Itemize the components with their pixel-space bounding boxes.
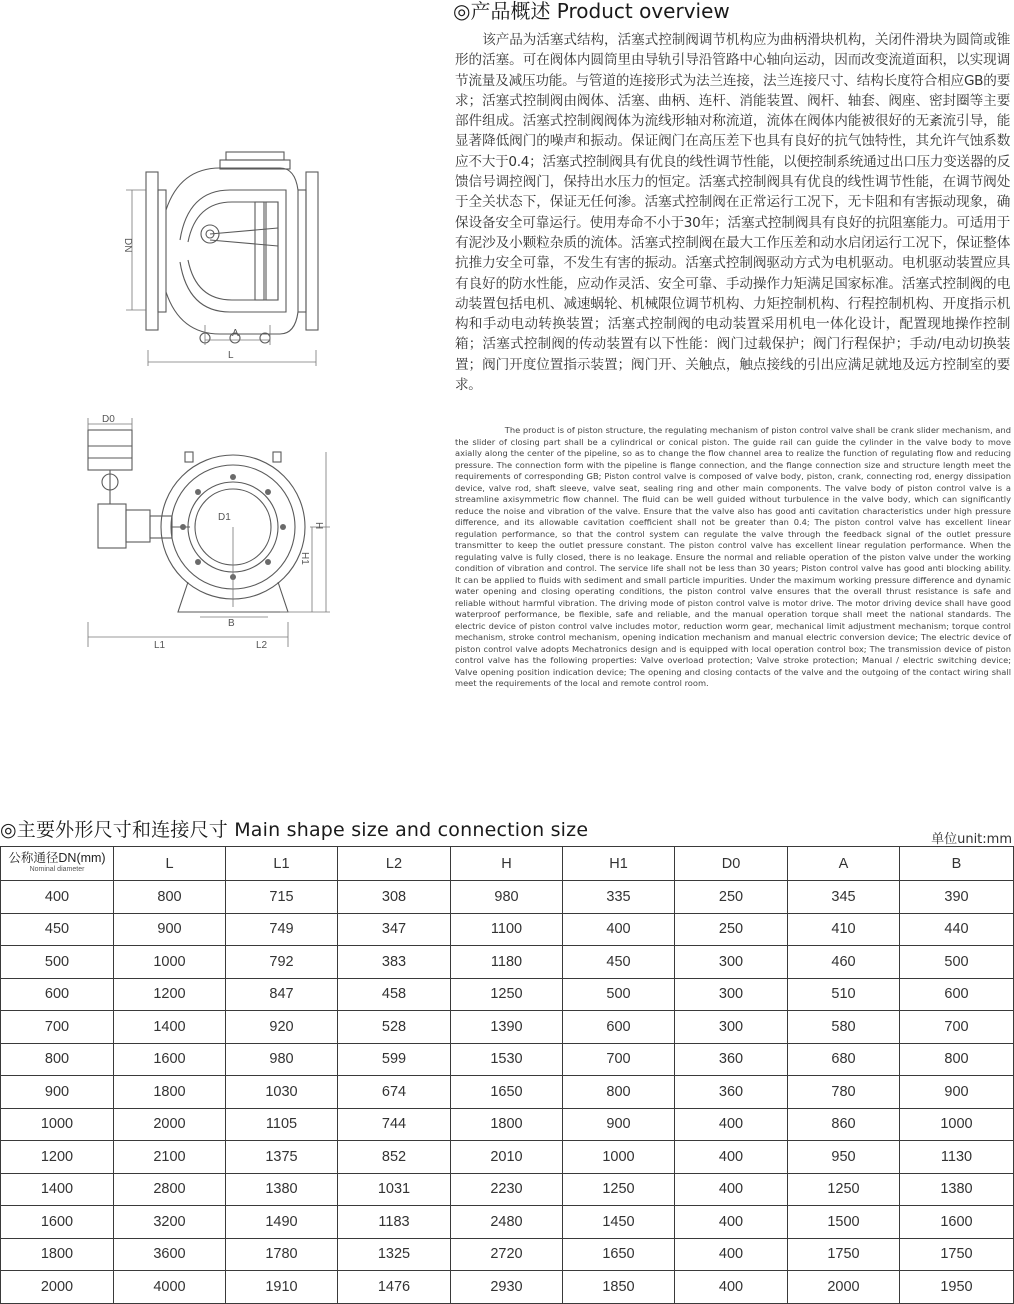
table-cell: 460 bbox=[788, 946, 900, 979]
table-cell: 800 bbox=[1, 1043, 114, 1076]
table-row bbox=[1, 1206, 1014, 1239]
table-cell: 800 bbox=[900, 1043, 1014, 1076]
table-cell: 800 bbox=[114, 881, 226, 914]
table-row bbox=[1, 1011, 1014, 1044]
table-cell: 1450 bbox=[563, 1206, 675, 1239]
table-cell: 1200 bbox=[114, 978, 226, 1011]
table-cell: 3600 bbox=[114, 1238, 226, 1271]
table-cell: 400 bbox=[1, 881, 114, 914]
table-cell: 900 bbox=[1, 1076, 114, 1109]
table-cell: 2000 bbox=[114, 1108, 226, 1141]
header-dn bbox=[1, 847, 114, 881]
table-cell: 1750 bbox=[788, 1238, 900, 1271]
table-cell: 1250 bbox=[563, 1173, 675, 1206]
table-cell: 2480 bbox=[451, 1206, 563, 1239]
table-cell: 847 bbox=[226, 978, 338, 1011]
table-cell: 1100 bbox=[451, 913, 563, 946]
table-cell: 1600 bbox=[1, 1206, 114, 1239]
table-cell: 980 bbox=[451, 881, 563, 914]
table-cell: 400 bbox=[675, 1206, 788, 1239]
table-cell: 1600 bbox=[114, 1043, 226, 1076]
table-row bbox=[1, 913, 1014, 946]
table-cell: 1950 bbox=[900, 1271, 1014, 1304]
table-cell: 1180 bbox=[451, 946, 563, 979]
table-cell: 1800 bbox=[114, 1076, 226, 1109]
table-cell: 860 bbox=[788, 1108, 900, 1141]
table-cell: 1380 bbox=[900, 1173, 1014, 1206]
header-h1: H1 bbox=[563, 847, 675, 881]
header-dn-en: Nominal diameter bbox=[29, 865, 85, 873]
table-cell: 1000 bbox=[114, 946, 226, 979]
table-cell: 250 bbox=[675, 913, 788, 946]
table-cell: 2800 bbox=[114, 1173, 226, 1206]
table-cell: 900 bbox=[563, 1108, 675, 1141]
table-cell: 2720 bbox=[451, 1238, 563, 1271]
table-cell: 440 bbox=[900, 913, 1014, 946]
table-cell: 1031 bbox=[338, 1173, 451, 1206]
table-cell: 1780 bbox=[226, 1238, 338, 1271]
table-cell: 250 bbox=[675, 881, 788, 914]
dim-label-h1: H1 bbox=[299, 552, 310, 565]
table-cell: 2100 bbox=[114, 1141, 226, 1174]
table-cell: 458 bbox=[338, 978, 451, 1011]
table-cell: 1105 bbox=[226, 1108, 338, 1141]
table-cell: 345 bbox=[788, 881, 900, 914]
table-cell: 1600 bbox=[900, 1206, 1014, 1239]
table-cell: 300 bbox=[675, 1011, 788, 1044]
table-row bbox=[1, 1271, 1014, 1304]
table-cell: 308 bbox=[338, 881, 451, 914]
table-cell: 1000 bbox=[900, 1108, 1014, 1141]
table-row bbox=[1, 1173, 1014, 1206]
table-cell: 390 bbox=[900, 881, 1014, 914]
table-cell: 1200 bbox=[1, 1141, 114, 1174]
front-view-drawing bbox=[80, 412, 340, 652]
table-row bbox=[1, 1043, 1014, 1076]
table-cell: 450 bbox=[1, 913, 114, 946]
table-cell: 500 bbox=[563, 978, 675, 1011]
table-cell: 1375 bbox=[226, 1141, 338, 1174]
table-cell: 600 bbox=[563, 1011, 675, 1044]
table-cell: 580 bbox=[788, 1011, 900, 1044]
table-cell: 2000 bbox=[788, 1271, 900, 1304]
table-row bbox=[1, 946, 1014, 979]
table-cell: 780 bbox=[788, 1076, 900, 1109]
table-cell: 715 bbox=[226, 881, 338, 914]
table-cell: 680 bbox=[788, 1043, 900, 1076]
table-cell: 950 bbox=[788, 1141, 900, 1174]
table-cell: 600 bbox=[1, 978, 114, 1011]
dim-label-dn: DN bbox=[122, 238, 133, 253]
dim-label-l: L bbox=[228, 350, 234, 361]
header-b: B bbox=[900, 847, 1014, 881]
table-cell: 1500 bbox=[788, 1206, 900, 1239]
table-cell: 792 bbox=[226, 946, 338, 979]
table-cell: 300 bbox=[675, 978, 788, 1011]
table-cell: 1400 bbox=[114, 1011, 226, 1044]
overview-title: ◎产品概述 Product overview bbox=[453, 0, 730, 23]
overview-text-en: The product is of piston structure, the regulating mechanism of piston control valve shall be crank slider mechanism, and the slider of closing part shall be a cylindrical or conical piston. The guide rail can guide the cylinder in the valve body to move axially along the center of the pipeline, so as to change the flow channel area to realize the function of regulating flow and reducing pressure. The connection form with the pipeline is flange connection, and the flange connection size and structure length meet the requirements of corresponding GB; Piston control valve is composed of valve body, piston, crank, connecting rod, energy dissipation device, valve rod, shaft sleeve, valve seat, sealing ring and other main components. The valve body of piston control valve is a streamline axisymmetric flow channel. The fluid can be well guided without turbulence in the valve body, which can significantly reduce the noise and vibration of the valve. Ensure that the valve also has good anti cavitation characteristics under high pressure difference, and its allowable cavitation coefficient shall not be greater than 0.4; The piston control valve has excellent linear regulation performance, so that the control system can regulate the valve through the feedback signal of the outlet pressure transmitter to keep the outlet pressure constant. The piston control valve has excellent linear regulation performance. When the regulating valve is fully closed, there is no leakage. Ensure the normal and reliable operation of the piston valve under the working condition of vibration and control. The service life shall not be less than 30 years; Piston control valve has good anti blocking ability. It can be applied to fluids with sediment and small particle impurities. Under the maximum working pressure difference and dynamic water opening and closing operating conditions, the piston control valve ensures that the overall thrust resistance is safe and reliable without harmful vibration. The driving mode of piston control valve is motor drive. The motor driving device shall have good waterproof performance, be flexible, safe and reliable, and the manual operation torque shall meet the national standards. The electric device of piston control valve includes motor, reduction worm gear, mechanical limit adjustment mechanism; torque control mechanism, stroke control mechanism, opening indication mechanism and manual electric conversion device; The electric device of piston control valve adopts Mechatronics design and is equipped with local operation control box; The transmission device of piston control valve has the following properties: Valve overload protection; Valve stroke protection; Manual / electric switching device; Valve opening position indication device; The opening and closing contacts of the valve and the outgoing of the contact wiring shall meet the requirements of the local and remote control room. bbox=[455, 425, 1011, 688]
table-cell: 2930 bbox=[451, 1271, 563, 1304]
header-dn-cn: 公称通径DN(mm) bbox=[8, 850, 106, 865]
table-cell: 1183 bbox=[338, 1206, 451, 1239]
table-row bbox=[1, 1238, 1014, 1271]
table-cell: 360 bbox=[675, 1076, 788, 1109]
table-cell: 1380 bbox=[226, 1173, 338, 1206]
dim-label-d0: D0 bbox=[102, 414, 115, 425]
dim-label-a: A bbox=[232, 328, 239, 339]
overview-text-cn: 该产品为活塞式结构，活塞式控制阀调节机构应为曲柄滑块机构，关闭件滑块为圆筒或锥形的活塞。可在阀体内圆筒里由导轨引导沿管路中心轴向运动，因而改变流道面积，以实现调节流量及减压功能。与管道的连接形式为法兰连接，法兰连接尺寸、结构长度符合相应GB的要求；活塞式控制阀由阀体、活塞、曲柄、连杆、消能装置、阀杆、轴套、阀座、密封圈等主要部件组成。活塞式控制阀阀体为流线形轴对称流道，流体在阀体内能被很好的无紊流引导，能显著降低阀门的噪声和振动。保证阀门在高压差下也具有良好的抗气蚀特性，其允许气蚀系数应不大于0.4；活塞式控制阀具有优良的线性调节性能，以便控制系统通过出口压力变送器的反馈信号调控阀门，保持出水压力的恒定。活塞式控制阀具有优良的线性调节性能，在调节阀处于全关状态下，保证无任何渗。活塞式控制阀在正常运行工况下，无卡阻和有害振动现象，确保设备安全可靠运行。使用寿命不小于30年；活塞式控制阀具有良好的抗阻塞能力。可适用于有泥沙及小颗粒杂质的流体。活塞式控制阀在最大工作压差和动水启闭运行工况下，保证整体抗推力安全可靠，不发生有害的振动。活塞式控制阀驱动方式为电机驱动。电机驱动装置应具有良好的防水性能，应动作灵活、安全可靠、手动操作力矩满足国家标准。活塞式控制阀的电动装置包括电机、减速蜗轮、机械限位调节机构、力矩控制机构、行程控制机构、开度指示机构和手动电动转换装置；活塞式控制阀的电动装置采用机电一体化设计，配置现地操作控制箱；活塞式控制阀的传动装置有以下性能：阀门过载保护；阀门行程保护；手动/电动切换装置；阀门开度位置指示装置；阀门开、关触点，触点接线的引出应满足就地及远方控制室的要求。 bbox=[455, 32, 1010, 394]
table-row bbox=[1, 1108, 1014, 1141]
header-h: H bbox=[451, 847, 563, 881]
table-cell: 700 bbox=[900, 1011, 1014, 1044]
dim-label-l1: L1 bbox=[154, 640, 166, 651]
dim-label-l2: L2 bbox=[256, 640, 268, 651]
table-cell: 1390 bbox=[451, 1011, 563, 1044]
table-cell: 2010 bbox=[451, 1141, 563, 1174]
table-cell: 1030 bbox=[226, 1076, 338, 1109]
table-cell: 920 bbox=[226, 1011, 338, 1044]
table-row bbox=[1, 1076, 1014, 1109]
table-row bbox=[1, 881, 1014, 914]
table-cell: 347 bbox=[338, 913, 451, 946]
table-cell: 500 bbox=[900, 946, 1014, 979]
table-cell: 900 bbox=[114, 913, 226, 946]
table-cell: 300 bbox=[675, 946, 788, 979]
dim-label-b: B bbox=[228, 618, 235, 629]
table-cell: 1130 bbox=[900, 1141, 1014, 1174]
table-cell: 700 bbox=[1, 1011, 114, 1044]
table-cell: 1750 bbox=[900, 1238, 1014, 1271]
table-cell: 674 bbox=[338, 1076, 451, 1109]
table-cell: 700 bbox=[563, 1043, 675, 1076]
table-cell: 1400 bbox=[1, 1173, 114, 1206]
table-cell: 1250 bbox=[451, 978, 563, 1011]
table-cell: 400 bbox=[675, 1271, 788, 1304]
table-cell: 599 bbox=[338, 1043, 451, 1076]
table-cell: 1325 bbox=[338, 1238, 451, 1271]
table-cell: 1490 bbox=[226, 1206, 338, 1239]
table-cell: 1800 bbox=[451, 1108, 563, 1141]
table-cell: 1530 bbox=[451, 1043, 563, 1076]
table-cell: 2230 bbox=[451, 1173, 563, 1206]
table-cell: 335 bbox=[563, 881, 675, 914]
table-cell: 1650 bbox=[563, 1238, 675, 1271]
table-cell: 1000 bbox=[1, 1108, 114, 1141]
table-cell: 3200 bbox=[114, 1206, 226, 1239]
table-cell: 400 bbox=[675, 1173, 788, 1206]
table-cell: 400 bbox=[563, 913, 675, 946]
dimensions-table bbox=[0, 846, 1014, 1304]
header-l2: L2 bbox=[338, 847, 451, 881]
table-cell: 400 bbox=[675, 1238, 788, 1271]
table-cell: 1910 bbox=[226, 1271, 338, 1304]
table-cell: 4000 bbox=[114, 1271, 226, 1304]
header-l: L bbox=[114, 847, 226, 881]
table-cell: 1800 bbox=[1, 1238, 114, 1271]
table-cell: 360 bbox=[675, 1043, 788, 1076]
table-cell: 410 bbox=[788, 913, 900, 946]
section-title: ◎主要外形尺寸和连接尺寸 Main shape size and connection size bbox=[0, 819, 589, 841]
table-cell: 1476 bbox=[338, 1271, 451, 1304]
header-l1: L1 bbox=[226, 847, 338, 881]
table-header-row bbox=[1, 847, 1014, 881]
dim-label-d1: D1 bbox=[218, 512, 231, 523]
table-row bbox=[1, 1141, 1014, 1174]
table-cell: 2000 bbox=[1, 1271, 114, 1304]
table-cell: 400 bbox=[675, 1141, 788, 1174]
table-cell: 800 bbox=[563, 1076, 675, 1109]
table-cell: 749 bbox=[226, 913, 338, 946]
header-d0: D0 bbox=[675, 847, 788, 881]
table-cell: 744 bbox=[338, 1108, 451, 1141]
table-cell: 852 bbox=[338, 1141, 451, 1174]
table-cell: 383 bbox=[338, 946, 451, 979]
table-cell: 900 bbox=[900, 1076, 1014, 1109]
table-cell: 1250 bbox=[788, 1173, 900, 1206]
table-cell: 510 bbox=[788, 978, 900, 1011]
table-row bbox=[1, 978, 1014, 1011]
table-cell: 980 bbox=[226, 1043, 338, 1076]
table-cell: 1850 bbox=[563, 1271, 675, 1304]
dim-label-h: H bbox=[313, 522, 324, 530]
table-cell: 1650 bbox=[451, 1076, 563, 1109]
table-cell: 500 bbox=[1, 946, 114, 979]
table-cell: 450 bbox=[563, 946, 675, 979]
table-cell: 528 bbox=[338, 1011, 451, 1044]
table-cell: 600 bbox=[900, 978, 1014, 1011]
header-a: A bbox=[788, 847, 900, 881]
unit-label: 单位unit:mm bbox=[931, 832, 1012, 847]
table-cell: 400 bbox=[675, 1108, 788, 1141]
table-cell: 1000 bbox=[563, 1141, 675, 1174]
side-view-drawing bbox=[110, 150, 335, 375]
